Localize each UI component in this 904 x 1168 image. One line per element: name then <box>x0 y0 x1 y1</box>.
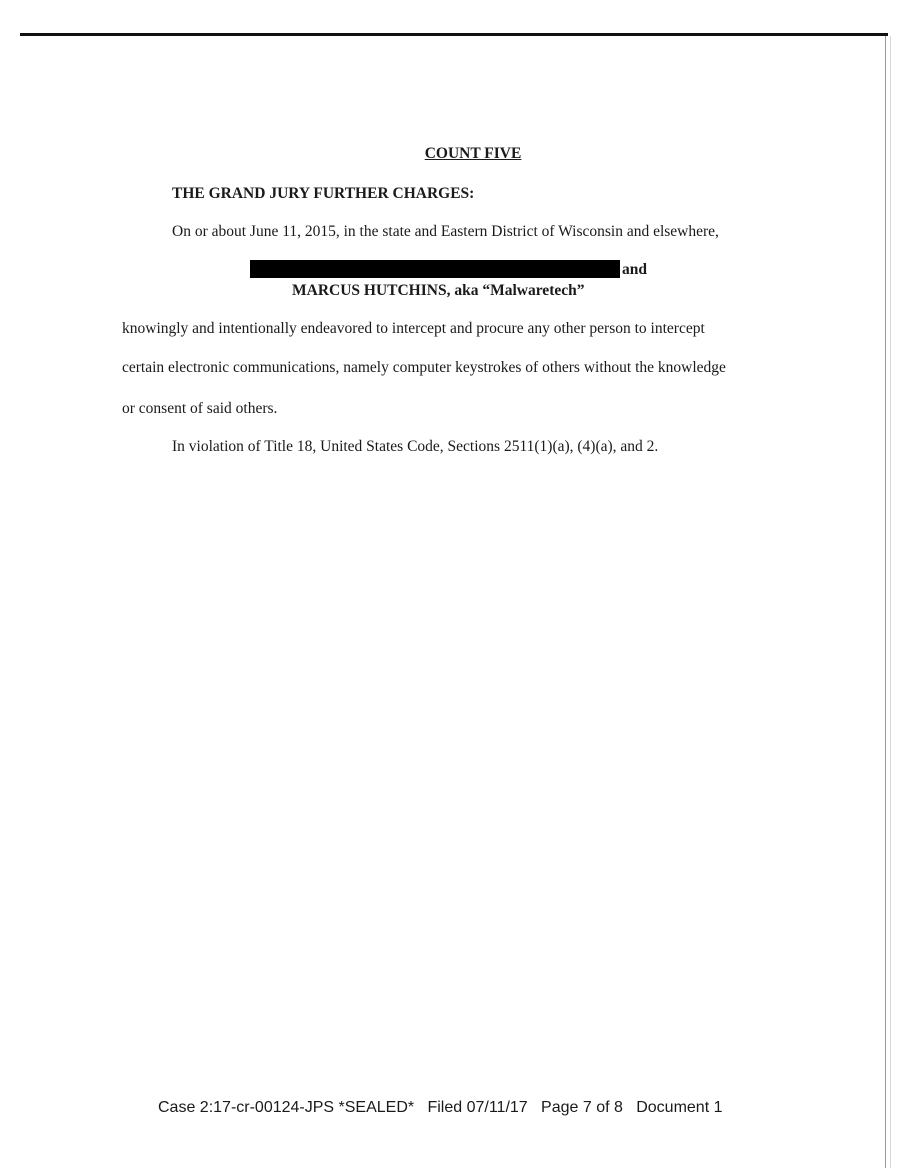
redaction-bar <box>250 260 620 278</box>
page-edge-line <box>885 36 886 1168</box>
count-heading-text: COUNT FIVE <box>424 145 522 162</box>
footer-case: Case 2:17-cr-00124-JPS *SEALED* <box>158 1099 415 1116</box>
top-rule <box>20 33 888 36</box>
page-edge-shadow <box>890 36 891 1168</box>
page-footer <box>158 1099 722 1117</box>
violation-line: In violation of Title 18, United States Code, Sections 2511(1)(a), (4)(a), and 2. <box>172 438 659 455</box>
charges-label: THE GRAND JURY FURTHER CHARGES: <box>172 185 475 202</box>
body-line: knowingly and intentionally endeavored to intercept and procure any other person to intercept <box>122 320 705 337</box>
count-heading <box>0 145 904 163</box>
opening-line: On or about June 11, 2015, in the state and Eastern District of Wisconsin and elsewhere, <box>172 223 719 240</box>
defendant-name: MARCUS HUTCHINS, aka “Malwaretech” <box>292 282 585 299</box>
footer-filed: Filed 07/11/17 <box>427 1099 528 1116</box>
body-line: certain electronic communications, namely computer keystrokes of others without the knowledge <box>122 359 726 376</box>
body-line: or consent of said others. <box>122 400 278 417</box>
footer-document: Document 1 <box>636 1099 723 1116</box>
footer-page: Page 7 of 8 <box>541 1099 623 1116</box>
conjunction-and: and <box>622 261 647 278</box>
